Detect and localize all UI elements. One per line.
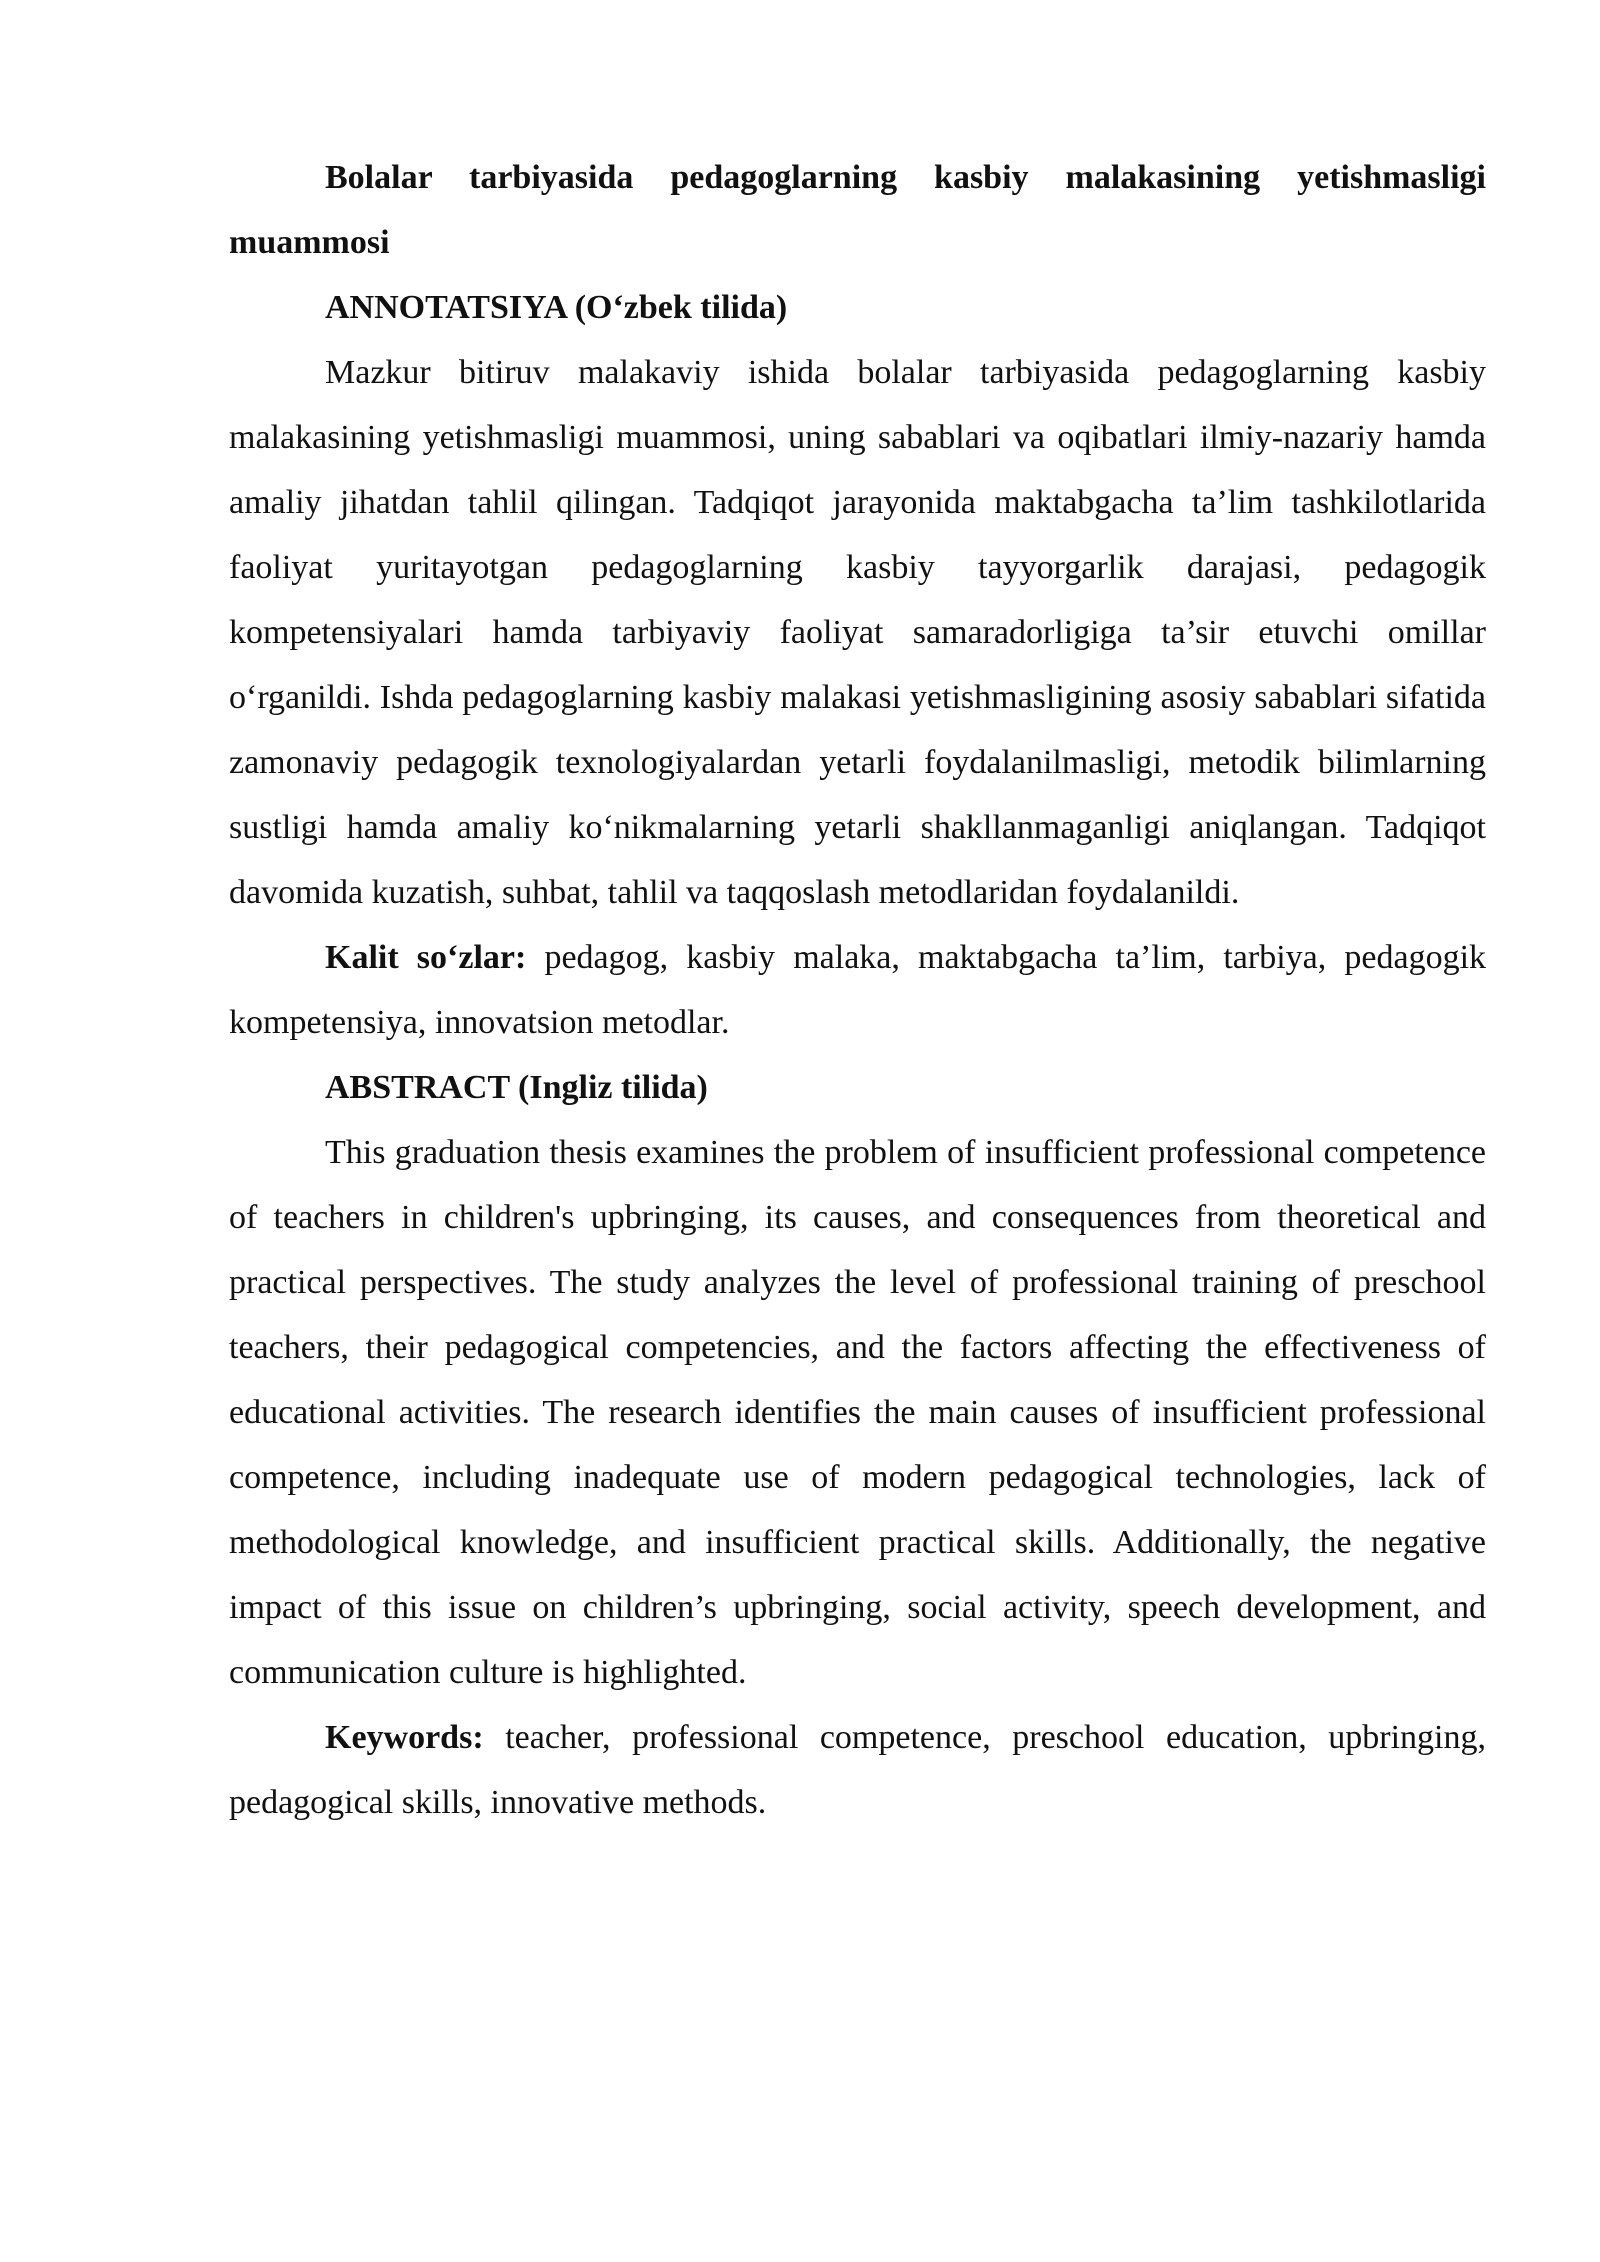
en-keywords-paragraph [229, 1705, 1486, 1835]
uz-keywords-text: pedagog, kasbiy malaka, maktabgacha ta’lim, tarbiya, pedagogik kompetensiya, innovatsion metodlar. [229, 939, 1487, 1041]
uz-keywords-label: Kalit so‘zlar: [325, 939, 527, 976]
en-abstract-heading: ABSTRACT (Ingliz tilida) [325, 1069, 708, 1106]
document-content [229, 145, 1486, 1835]
en-keywords-label: Keywords: [325, 1719, 484, 1756]
uz-annotation-body: Mazkur bitiruv malakaviy ishida bolalar tarbiyasida pedagoglarning kasbiy malakasining yetishmasligi muammosi, uning sabablari va oqibatlari ilmiy-nazariy hamda amaliy jihatdan tahlil qilingan. Tadqiqot jarayonida maktabgacha ta’lim tashkilotlarida faoliyat yuritayotgan pedagoglarning kasbiy tayyorgarlik darajasi, pedagogik kompetensiyalari hamda tarbiyaviy faoliyat samaradorligiga ta’sir etuvchi omillar o‘rganildi. Ishda pedagoglarning kasbiy malakasi yetishmasligining asosiy sabablari sifatida zamonaviy pedagogik texnologiyalardan yetarli foydalanilmasligi, metodik bilimlarning sustligi hamda amaliy ko‘nikmalarning yetarli shakllanmaganligi aniqlangan. Tadqiqot davomida kuzatish, suhbat, tahlil va taqqoslash metodlaridan foydalanildi. [229, 354, 1486, 911]
uz-annotation-heading: ANNOTATSIYA (O‘zbek tilida) [325, 289, 788, 326]
uz-keywords-paragraph [229, 925, 1486, 1055]
en-keywords-text: teacher, professional competence, preschool education, upbringing, pedagogical skills, innovative methods. [229, 1719, 1486, 1821]
document-title: Bolalar tarbiyasida pedagoglarning kasbiy malakasining yetishmasligi muammosi [229, 159, 1486, 261]
en-abstract-body: This graduation thesis examines the problem of insufficient professional competence of teachers in children's upbringing, its causes, and consequences from theoretical and practical perspectives. The study analyzes the level of professional training of preschool teachers, their pedagogical competencies, and the factors affecting the effectiveness of educational activities. The research identifies the main causes of insufficient professional competence, including inadequate use of modern pedagogical technologies, lack of methodological knowledge, and insufficient practical skills. Additionally, the negative impact of this issue on children’s upbringing, social activity, speech development, and communication culture is highlighted. [229, 1134, 1486, 1691]
